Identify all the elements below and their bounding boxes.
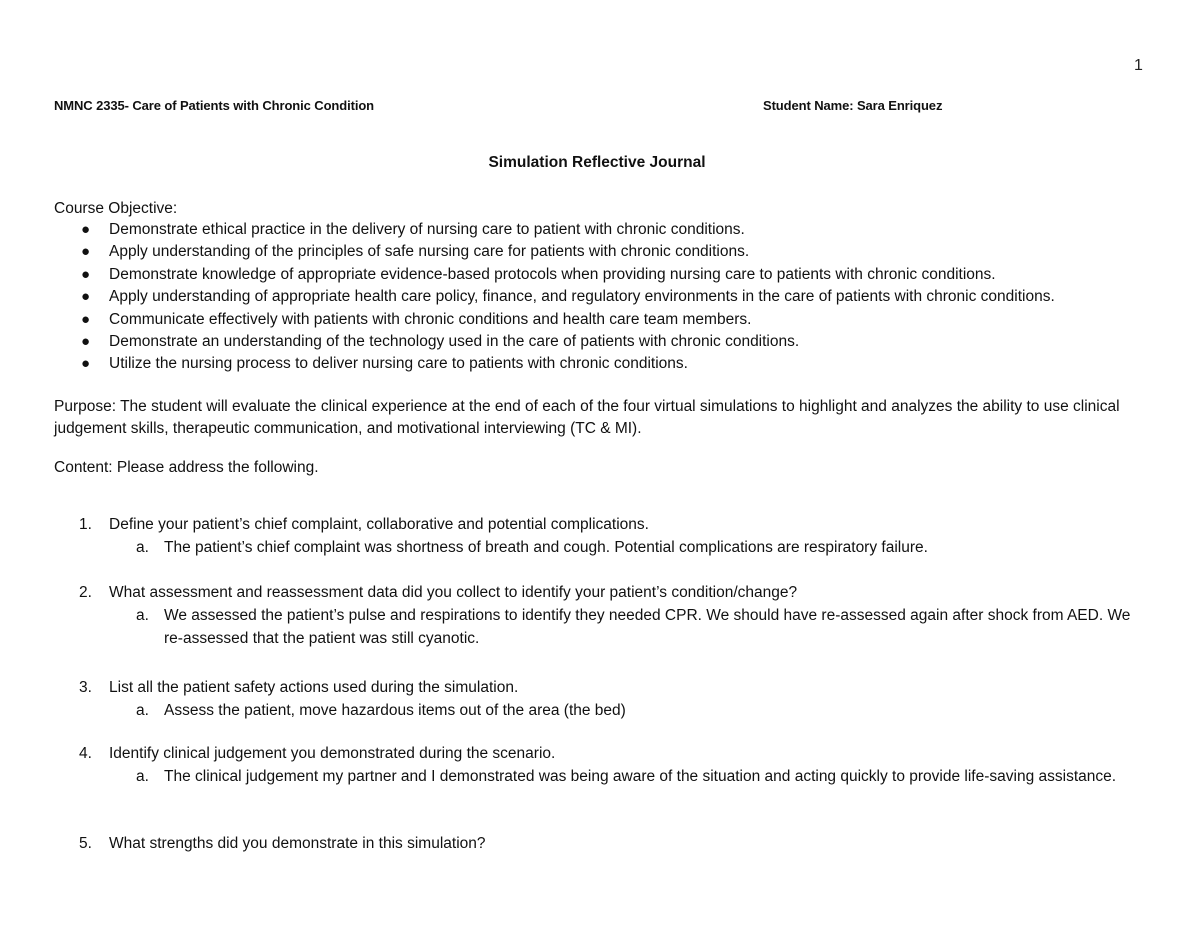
objective-item: [54, 353, 1055, 375]
question-number: 5.: [79, 835, 92, 852]
question-text: What strengths did you demonstrate in this simulation?: [109, 835, 486, 852]
answer-marker: a.: [136, 702, 149, 719]
answer-marker: a.: [136, 768, 149, 785]
bullet-icon: ●: [81, 333, 91, 351]
answer-text: We assessed the patient’s pulse and respirations to identify they needed CPR. We should have re-assessed again after shock from AED. We re-assessed that the patient was still cyanotic.: [164, 607, 1131, 647]
question-text: Define your patient’s chief complaint, collaborative and potential complications.: [109, 516, 649, 533]
document-title: Simulation Reflective Journal: [488, 154, 706, 171]
objective-item: [54, 241, 1055, 263]
purpose-paragraph: Purpose: The student will evaluate the clinical experience at the end of each of the four virtual simulations to highlight and analyzes the ability to use clinical judgement skills, therapeutic communication, and motivational interviewing (TC & MI).: [54, 398, 1120, 437]
course-objective-label: Course Objective:: [54, 200, 178, 217]
objective-text: Demonstrate knowledge of appropriate evidence-based protocols when providing nursing care to patients with chronic conditions.: [109, 265, 996, 283]
bullet-icon: ●: [81, 288, 91, 306]
objective-text: Communicate effectively with patients with chronic conditions and health care team members.: [109, 310, 752, 328]
answer-marker: a.: [136, 607, 149, 624]
question-text: List all the patient safety actions used during the simulation.: [109, 679, 519, 696]
objective-text: Apply understanding of the principles of safe nursing care for patients with chronic conditions.: [109, 243, 750, 261]
bullet-icon: ●: [81, 221, 91, 238]
bullet-icon: ●: [81, 355, 91, 373]
objective-item: [54, 264, 1055, 286]
objective-text: Demonstrate an understanding of the technology used in the care of patients with chronic conditions.: [109, 333, 800, 351]
page-number: 1: [1134, 57, 1143, 74]
content-label: Content: Please address the following.: [54, 459, 319, 476]
question-number: 3.: [79, 679, 92, 696]
answer-text: The clinical judgement my partner and I demonstrated was being aware of the situation and acting quickly to provide life-saving assistance.: [164, 768, 1117, 785]
objective-item: [54, 331, 1055, 353]
course-header: NMNC 2335- Care of Patients with Chronic Condition: [54, 98, 375, 113]
bullet-icon: ●: [81, 310, 91, 328]
objective-item: [54, 219, 1055, 241]
answer-text: Assess the patient, move hazardous items out of the area (the bed): [164, 702, 626, 719]
objective-text: Demonstrate ethical practice in the delivery of nursing care to patient with chronic conditions.: [109, 221, 745, 238]
question-text: What assessment and reassessment data did you collect to identify your patient’s condition/change?: [109, 584, 798, 601]
question-number: 4.: [79, 745, 92, 762]
question-number: 2.: [79, 584, 92, 601]
objective-text: Utilize the nursing process to deliver nursing care to patients with chronic conditions.: [109, 355, 688, 373]
question-text: Identify clinical judgement you demonstrated during the scenario.: [109, 745, 556, 762]
course-objective-list: [54, 219, 1055, 376]
answer-marker: a.: [136, 539, 149, 556]
objective-item: [54, 309, 1055, 331]
objective-text: Apply understanding of appropriate health care policy, finance, and regulatory environments in the care of patients with chronic conditions.: [109, 288, 1055, 306]
student-name-header: Student Name: Sara Enriquez: [763, 98, 943, 113]
objective-item: [54, 286, 1055, 308]
bullet-icon: ●: [81, 243, 91, 261]
answer-text: The patient’s chief complaint was shortness of breath and cough. Potential complications are respiratory failure.: [164, 539, 928, 556]
question-number: 1.: [79, 516, 92, 533]
bullet-icon: ●: [81, 265, 91, 283]
